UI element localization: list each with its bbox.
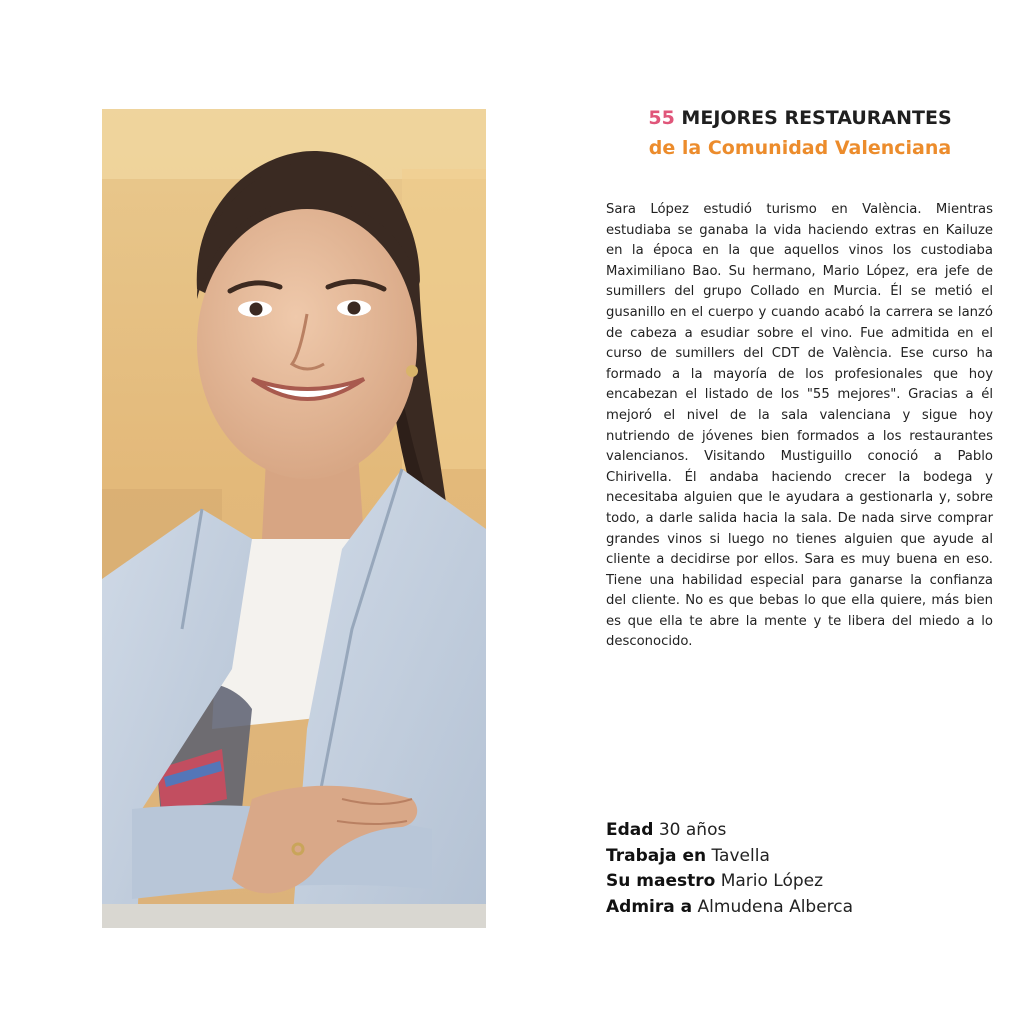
fact-works-at (606, 844, 986, 870)
profile-facts (606, 818, 986, 920)
portrait-photo (102, 109, 486, 928)
fact-label: Trabaja en (606, 845, 707, 866)
fact-age (606, 818, 986, 844)
fact-label: Su maestro (606, 871, 716, 892)
header-subtitle: de la Comunidad Valenciana (648, 137, 952, 159)
fact-value: Tavella (711, 845, 770, 866)
fact-value: Almudena Alberca (697, 896, 854, 917)
fact-label: Admira a (606, 896, 693, 917)
fact-value: 30 años (658, 820, 727, 840)
magazine-header (600, 103, 1000, 163)
header-number: 55 (648, 107, 675, 129)
fact-admires (606, 895, 986, 921)
fact-label: Edad (606, 820, 654, 840)
header-title-rest: MEJORES RESTAURANTES (674, 107, 952, 129)
fact-mentor (606, 869, 986, 895)
header-title (600, 103, 1000, 133)
article-body: Sara López estudió turismo en València. Mientras estudiaba se ganaba la vida haciendo extras en Kailuze en la época en la que aquellos vinos los custodiaba Maximiliano Bao. Su hermano, Mario López, era jefe de sumillers del grupo Collado en Murcia. Él se metió el gusanillo en el cuerpo y cuando acabó la carrera se lanzó de cabeza a esudiar sobre el vino. Fue admitida en el curso de sumillers del CDT de València. Ese curso ha formado a la mayoría de los profesionales que hoy encabezan el listado de los "55 mejores". Gracias a él mejoró el nivel de la sala valenciana y sigue hoy nutriendo de jóvenes bien formados a los restaurantes valencianos. Visitando Mustiguillo conoció a Pablo Chirivella. Él andaba haciendo crecer la bodega y necesitaba alguien que le ayudara a gestionarla y, sobre todo, a darle salida hacia la sala. De nada sirve comprar grandes vinos si luego no tienes alguien que ayude al cliente a decidirse por ellos. Sara es muy buena en eso. Tiene una habilidad especial para ganarse la confianza del cliente. No es que bebas lo que ella quiere, más bien es que ella te abre la mente y te libera del miedo a lo desconocido. (606, 202, 993, 650)
fact-value: Mario López (720, 871, 824, 892)
portrait-illustration (102, 109, 486, 928)
